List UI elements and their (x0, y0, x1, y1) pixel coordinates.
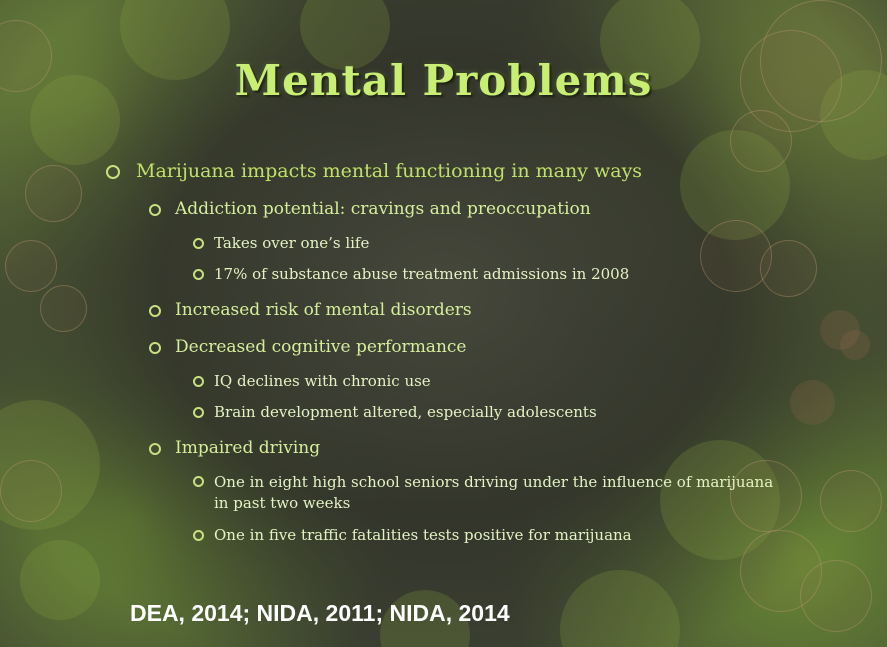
circle-bullet-icon (149, 305, 161, 317)
bullet-text: Marijuana impacts mental functioning in many ways (136, 160, 643, 182)
bullet-text: 17% of substance abuse treatment admissions in 2008 (214, 265, 630, 283)
circle-bullet-icon (193, 476, 204, 487)
bullet-text: IQ declines with chronic use (214, 372, 431, 390)
circle-bullet-icon (149, 204, 161, 216)
bullet-text: One in eight high school seniors driving under the influence of marijuana in past two weeks (214, 473, 774, 512)
bullet-text: One in five traffic fatalities tests positive for marijuana (214, 526, 632, 544)
bullet-text: Takes over one’s life (214, 234, 370, 252)
circle-bullet-icon (193, 530, 204, 541)
circle-bullet-icon (193, 238, 204, 249)
circle-bullet-icon (193, 407, 204, 418)
bullet-text: Brain development altered, especially adolescents (214, 403, 597, 421)
bullet-text: Decreased cognitive performance (175, 337, 467, 357)
circle-bullet-icon (149, 342, 161, 354)
bullet-text: Impaired driving (175, 438, 321, 458)
circle-bullet-icon (106, 165, 120, 179)
circle-bullet-icon (193, 269, 204, 280)
bullet-text: Addiction potential: cravings and preoccupation (175, 199, 591, 219)
citation-text: DEA, 2014; NIDA, 2011; NIDA, 2014 (130, 600, 510, 626)
circle-bullet-icon (193, 376, 204, 387)
slide-title: Mental Problems (234, 56, 653, 105)
bullet-text: Increased risk of mental disorders (175, 300, 472, 320)
circle-bullet-icon (149, 443, 161, 455)
